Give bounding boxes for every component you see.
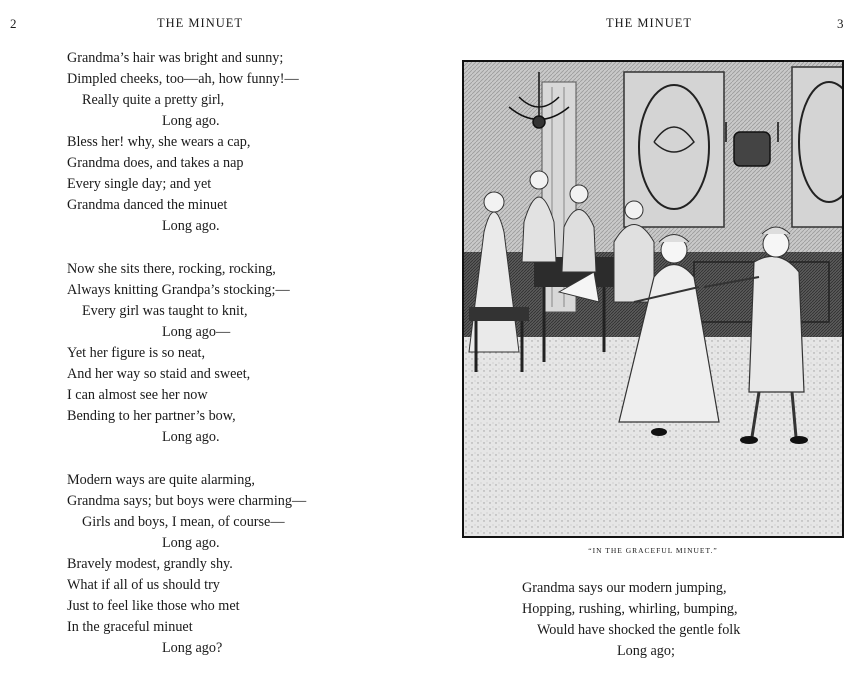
poem-line: Yet her figure is so neat, — [67, 345, 206, 361]
right-page-number: 3 — [837, 16, 844, 31]
poem-line: Now she sits there, rocking, rocking, — [67, 261, 276, 277]
stanza-gap — [67, 448, 306, 470]
right-running-title: THE MINUET — [606, 16, 693, 30]
left-page-number: 2 — [10, 16, 17, 31]
poem-line: Hopping, rushing, whirling, bumping, — [522, 601, 738, 617]
left-running-title: THE MINUET — [157, 16, 244, 30]
poem-line: Long ago. — [162, 218, 220, 234]
poem-line: Just to feel like those who met — [67, 598, 240, 614]
poem-line: Girls and boys, I mean, of course— — [82, 514, 285, 530]
poem-line: Would have shocked the gentle folk — [537, 622, 741, 638]
poem-line: Long ago. — [162, 535, 220, 551]
poem-line: Grandma says; but boys were charming— — [67, 493, 307, 509]
poem-line: Dimpled cheeks, too—ah, how funny!— — [67, 71, 299, 87]
poem-line: Every girl was taught to knit, — [82, 303, 248, 319]
poem-line: Modern ways are quite alarming, — [67, 472, 255, 488]
poem-line: Grandma says our modern jumping, — [522, 580, 727, 596]
poem-line: Long ago— — [162, 324, 231, 340]
poem-line: Grandma’s hair was bright and sunny; — [67, 50, 284, 66]
poem-line: Every single day; and yet — [67, 176, 212, 192]
poem-line: Long ago. — [162, 429, 220, 445]
left-poem — [67, 48, 306, 659]
poem-line: And her way so staid and sweet, — [67, 366, 251, 382]
poem-line: Grandma danced the minuet — [67, 197, 228, 213]
poem-line: Long ago? — [162, 640, 223, 656]
poem-line: In the graceful minuet — [67, 619, 193, 635]
illustration-caption: “IN THE GRACEFUL MINUET.” — [588, 546, 718, 555]
poem-line: What if all of us should try — [67, 577, 220, 593]
right-poem — [522, 578, 740, 662]
poem-line: I can almost see her now — [67, 387, 208, 403]
poem-line: Bless her! why, she wears a cap, — [67, 134, 251, 150]
poem-line: Bravely modest, grandly shy. — [67, 556, 233, 572]
poem-line: Long ago. — [162, 113, 220, 129]
poem-line: Bending to her partner’s bow, — [67, 408, 236, 424]
minuet-illustration — [462, 60, 844, 538]
stanza-gap — [67, 237, 306, 259]
poem-line: Grandma does, and takes a nap — [67, 155, 244, 171]
minuet-engraving — [464, 62, 842, 536]
poem-line: Always knitting Grandpa’s stocking;— — [67, 282, 290, 298]
poem-line: Long ago; — [617, 643, 675, 659]
poem-line: Really quite a pretty girl, — [82, 92, 225, 108]
